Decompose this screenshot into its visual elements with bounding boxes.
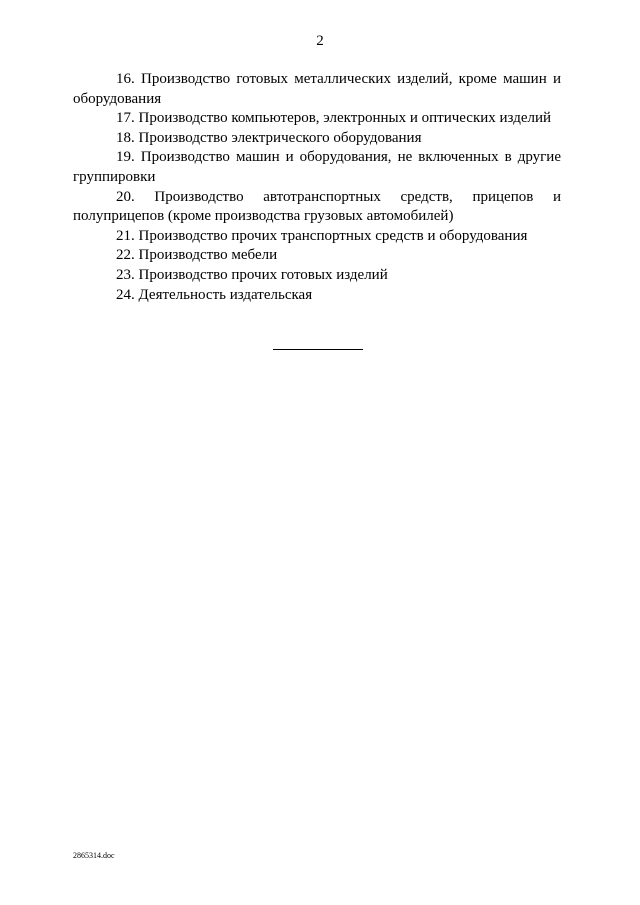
end-divider [273, 349, 363, 350]
list-item: 21. Производство прочих транспортных средств и оборудования [116, 227, 528, 244]
activity-list [73, 70, 561, 305]
list-item: 23. Производство прочих готовых изделий [116, 266, 388, 283]
list-item: 16. Производство готовых металлических изделий, кроме машин и оборудования [73, 71, 561, 107]
document-code: 2865314.doc [73, 851, 115, 860]
list-item: 24. Деятельность издательская [116, 286, 313, 303]
list-item: 20. Производство автотранспортных средств, прицепов и полуприцепов (кроме производства грузовых автомобилей) [73, 188, 561, 225]
list-item: 17. Производство компьютеров, электронных и оптических изделий [116, 110, 552, 127]
list-item: 19. Производство машин и оборудования, не включенных в другие группировки [73, 149, 561, 185]
list-item: 22. Производство мебели [116, 247, 278, 264]
list-item: 18. Производство электрического оборудования [116, 129, 422, 146]
page-number: 2 [316, 33, 324, 49]
